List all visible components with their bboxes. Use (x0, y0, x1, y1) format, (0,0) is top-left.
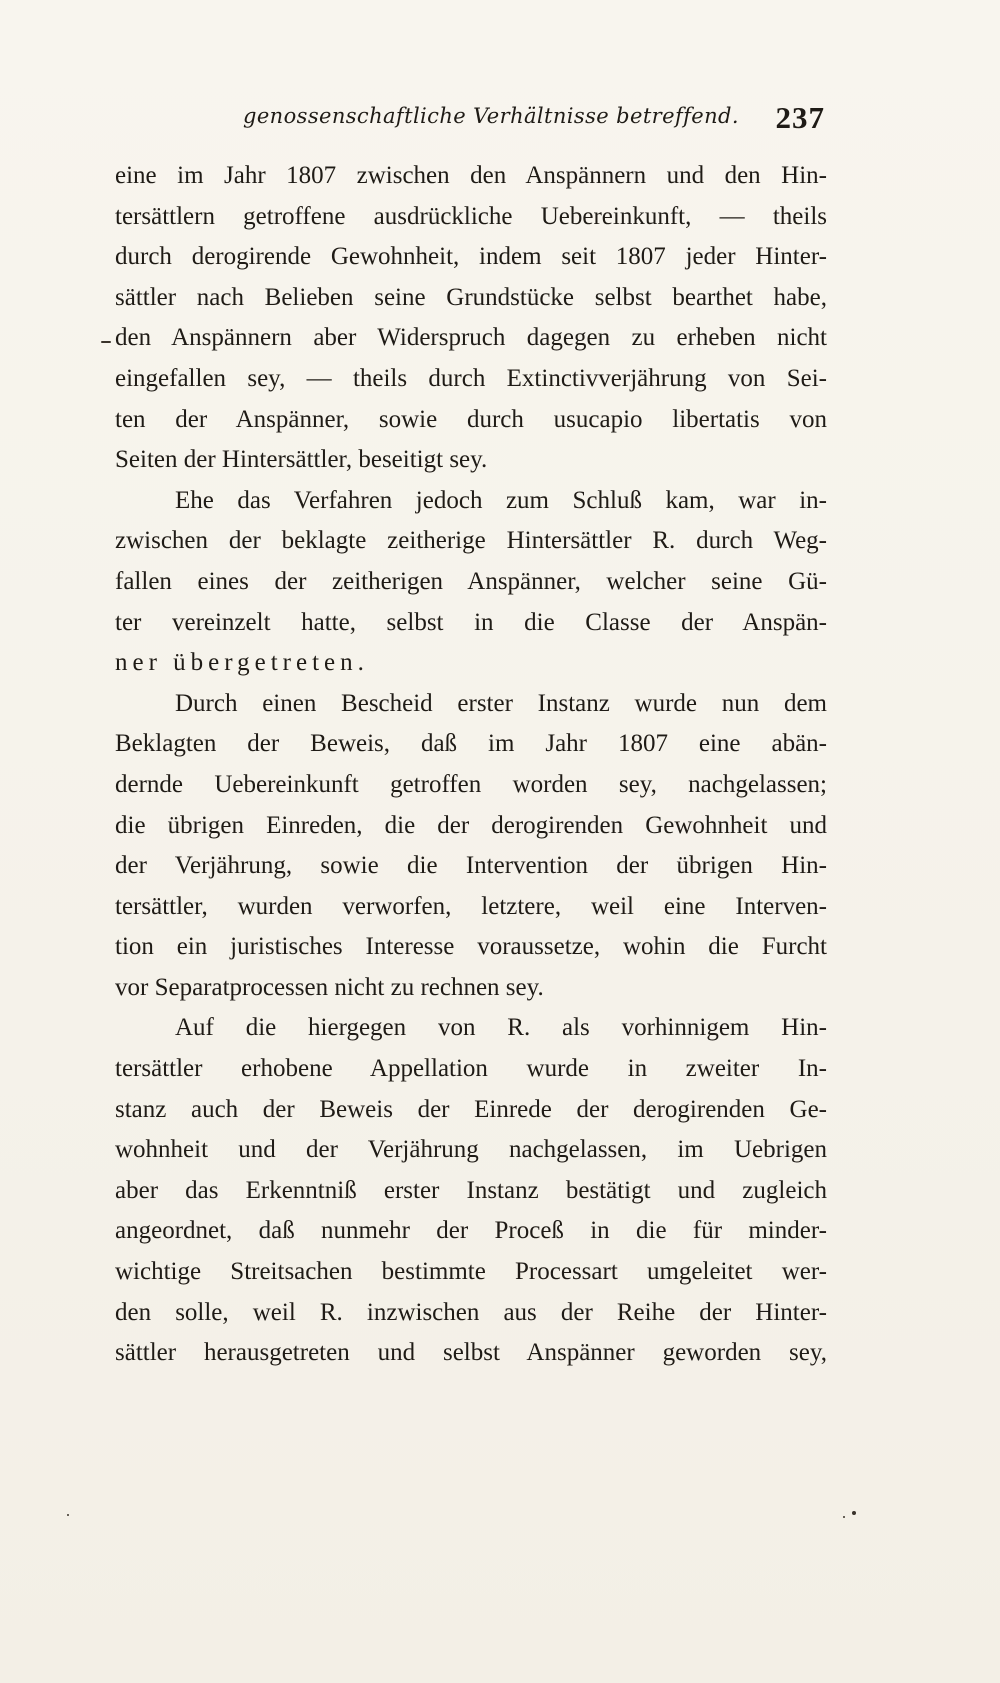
text-line: der Verjährung, sowie die Intervention der übrigen Hin- (115, 852, 827, 880)
text-line: ter vereinzelt hatte, selbst in die Classe der Anspän- (115, 608, 827, 636)
print-speck (852, 1511, 856, 1515)
text-line: tion ein juristisches Interesse voraussetze, wohin die Furcht (115, 933, 827, 961)
paragraph-1 (115, 156, 827, 481)
text-line: eine im Jahr 1807 zwischen den Anspännern und den Hin- (115, 162, 827, 189)
page-number: 237 (775, 100, 825, 135)
text-line: sättler herausgetreten und selbst Anspänner geworden sey, (115, 1339, 827, 1367)
body-text (115, 156, 827, 1374)
text-line: dernde Uebereinkunft getroffen worden sey, nachgelassen; (115, 770, 827, 798)
text-line: durch derogirende Gewohnheit, indem seit 1807 jeder Hinter- (115, 243, 827, 271)
text-line: Auf die hiergegen von R. als vorhinnigem Hin- (175, 1014, 827, 1042)
running-head (115, 100, 825, 140)
text-line: vor Separatprocessen nicht zu rechnen sey. (115, 973, 544, 1001)
text-line: tersättler, wurden verworfen, letztere, weil eine Interven- (115, 892, 827, 920)
text-line: wichtige Streitsachen bestimmte Processart umgeleitet wer- (115, 1258, 827, 1286)
text-line: Seiten der Hintersättler, beseitigt sey. (115, 446, 488, 474)
text-line: wohnheit und der Verjährung nachgelassen, im Uebrigen (115, 1136, 827, 1164)
text-line: sättler nach Belieben seine Grundstücke selbst bearthet habe, (115, 283, 827, 311)
text-line: den Anspännern aber Widerspruch dagegen zu erheben nicht (115, 324, 827, 352)
text-line: fallen eines der zeitherigen Anspänner, welcher seine Gü- (115, 567, 827, 595)
text-line: die übrigen Einreden, die der derogirenden Gewohnheit und (115, 811, 827, 839)
text-line: zwischen der beklagte zeitherige Hintersättler R. durch Weg- (115, 527, 827, 555)
text-line: Ehe das Verfahren jedoch zum Schluß kam, war in- (175, 486, 827, 514)
running-head-title: genossenschaftliche Verhältnisse betreffend. (243, 104, 739, 128)
print-speck (101, 341, 111, 343)
text-line: tersättler erhobene Appellation wurde in zweiter In- (115, 1055, 827, 1083)
text-line: angeordnet, daß nunmehr der Proceß in die für minder- (115, 1217, 827, 1245)
paragraph-4 (115, 1008, 827, 1373)
text-line: tersättlern getroffene ausdrückliche Uebereinkunft, — theils (115, 202, 827, 230)
paragraph-2 (115, 481, 827, 684)
text-line: Beklagten der Beweis, daß im Jahr 1807 eine abän- (115, 730, 827, 758)
print-speck (67, 1514, 69, 1516)
text-line: ten der Anspänner, sowie durch usucapio libertatis von (115, 405, 827, 433)
text-line: stanz auch der Beweis der Einrede der derogirenden Ge- (115, 1095, 827, 1123)
text-line: Durch einen Bescheid erster Instanz wurde nun dem (175, 689, 827, 717)
text-line: eingefallen sey, — theils durch Extinctivverjährung von Sei- (115, 364, 827, 392)
text-line: aber das Erkenntniß erster Instanz bestätigt und zugleich (115, 1176, 827, 1204)
paragraph-3 (115, 684, 827, 1009)
print-speck (843, 1516, 845, 1518)
text-line: den solle, weil R. inzwischen aus der Reihe der Hinter- (115, 1298, 827, 1326)
text-line: ner übergetreten. (115, 649, 369, 677)
